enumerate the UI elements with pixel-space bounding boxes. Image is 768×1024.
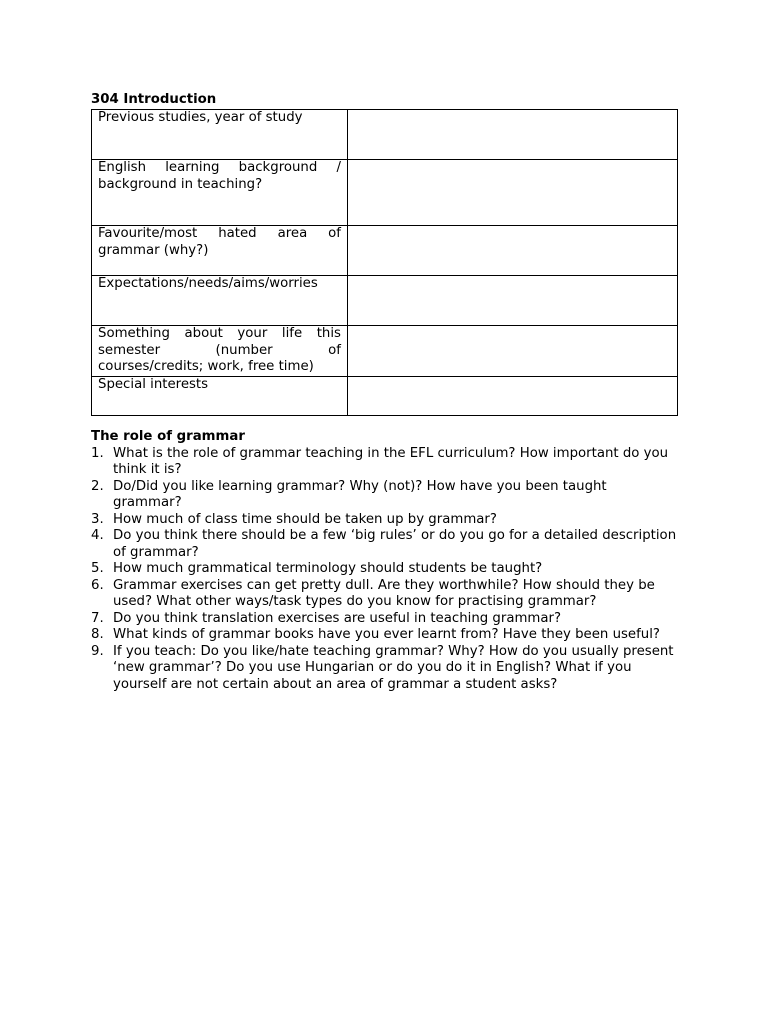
item-number: 5. (91, 561, 104, 576)
item-text: How much grammatical terminology should students be taught? (113, 561, 543, 576)
intro-title: 304 Introduction (91, 92, 217, 107)
answer-cell[interactable] (348, 110, 678, 160)
item-number: 1. (91, 445, 104, 461)
item-number: 3. (91, 511, 104, 527)
table-row (92, 276, 678, 326)
table-row (92, 160, 678, 226)
row-label: Something about your life this semester (number of courses/credits; work, free time) (92, 326, 348, 377)
item-text: What kinds of grammar books have you ever learnt from? Have they been useful? (113, 627, 660, 642)
answer-cell[interactable] (348, 276, 678, 326)
list-item (91, 479, 678, 512)
list-item (91, 512, 678, 529)
row-label: Expectations/needs/aims/worries (92, 276, 348, 326)
item-number: 8. (91, 627, 104, 642)
item-text: Do you think there should be a few ‘big rules’ or do you go for a detailed description of grammar? (113, 528, 677, 560)
item-text: Grammar exercises can get pretty dull. Are they worthwhile? How should they be used? What other ways/task types do you know for practising grammar? (113, 577, 655, 609)
table-row (92, 110, 678, 160)
table-row (92, 326, 678, 377)
item-text: Do you think translation exercises are useful in teaching grammar? (113, 610, 562, 626)
item-number: 4. (91, 528, 104, 543)
list-item (91, 611, 678, 628)
grammar-title: The role of grammar (91, 428, 245, 444)
table-row (92, 226, 678, 276)
intro-table (91, 109, 678, 416)
list-item (91, 446, 678, 479)
document-page (91, 92, 678, 693)
item-number: 6. (91, 577, 104, 593)
item-number: 2. (91, 478, 104, 494)
item-number: 9. (91, 643, 104, 659)
answer-cell[interactable] (348, 160, 678, 226)
row-label: English learning background / background in teaching? (92, 160, 348, 226)
list-item (91, 578, 678, 611)
item-text: How much of class time should be taken up by grammar? (113, 511, 497, 527)
item-text: What is the role of grammar teaching in the EFL curriculum? How important do you think it is? (113, 445, 669, 477)
row-label: Previous studies, year of study (92, 110, 348, 160)
item-text: Do/Did you like learning grammar? Why (not)? How have you been taught grammar? (113, 478, 607, 510)
item-number: 7. (91, 610, 104, 626)
answer-cell[interactable] (348, 376, 678, 415)
row-label: Favourite/most hated area of grammar (why?) (92, 226, 348, 276)
list-item (91, 644, 678, 694)
question-list (91, 446, 678, 694)
item-text: If you teach: Do you like/hate teaching grammar? Why? How do you usually present ‘new grammar’? Do you use Hungarian or do you do it in English? What if you yourself are not certain about an area of grammar a student asks? (113, 643, 674, 692)
answer-cell[interactable] (348, 326, 678, 377)
row-label: Special interests (92, 376, 348, 415)
answer-cell[interactable] (348, 226, 678, 276)
list-item (91, 528, 678, 561)
list-item (91, 627, 678, 644)
table-row (92, 376, 678, 415)
list-item (91, 561, 678, 578)
